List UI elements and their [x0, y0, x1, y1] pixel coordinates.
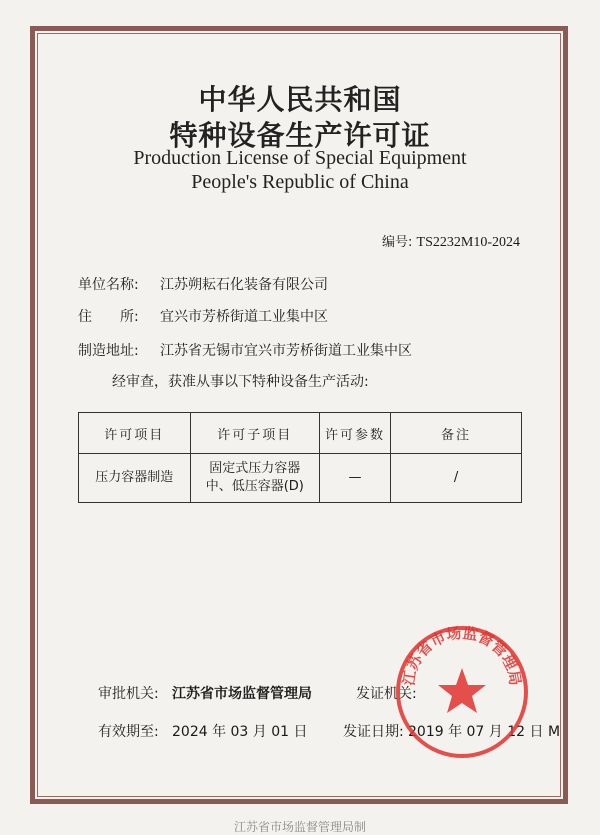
- title-cn-line1: 中华人民共和国: [198, 83, 402, 116]
- certificate-number-value: TS2232M10-2024: [416, 235, 520, 250]
- title-en-line2: People's Republic of China: [191, 171, 409, 193]
- address-label: 住 所:: [78, 309, 139, 325]
- cell-subitem-line2: 中、低压容器(D): [205, 479, 304, 494]
- header-remark: 备注: [391, 413, 522, 454]
- cell-permit-subitem: [190, 454, 319, 503]
- header-permit-item: 许可项目: [79, 413, 191, 454]
- manufacturing-address-field: [78, 340, 412, 360]
- issue-date-value: 2019 年 07 月 12 日 M: [408, 724, 561, 740]
- approver-value: 江苏省市场监督管理局: [172, 686, 312, 702]
- unit-name-field: [78, 274, 328, 294]
- cell-permit-item: 压力容器制造: [79, 454, 191, 503]
- official-seal-stamp: [392, 622, 532, 762]
- issue-date-label: 发证日期:: [343, 724, 404, 740]
- manufacturing-address-value: 江苏省无锡市宜兴市芳桥街道工业集中区: [160, 343, 412, 359]
- cell-permit-param: —: [319, 454, 390, 503]
- approval-intro: 经审查，获准从事以下特种设备生产活动:: [112, 374, 369, 390]
- header-permit-param: 许可参数: [319, 413, 390, 454]
- unit-name-label: 单位名称:: [78, 277, 139, 293]
- issuer-label: 发证机关:: [356, 686, 417, 702]
- permit-table-header-row: [79, 413, 522, 454]
- cell-remark: /: [391, 454, 522, 503]
- address-value: 宜兴市芳桥街道工业集中区: [160, 309, 328, 325]
- title-en-line1: Production License of Special Equipment: [133, 147, 467, 169]
- certificate-number: [382, 231, 520, 251]
- permit-table: [78, 412, 522, 503]
- table-row: [79, 454, 522, 503]
- cell-subitem-line1: 固定式压力容器: [209, 461, 301, 476]
- bottom-strip-text: 江苏省市场监督管理局制: [233, 820, 366, 834]
- unit-name-value: 江苏朔耘石化装备有限公司: [160, 277, 328, 293]
- address-field: [78, 306, 328, 326]
- seal-text: 江苏省市场监督管理局: [399, 623, 525, 687]
- valid-until-value: 2024 年 03 月 01 日: [172, 724, 308, 740]
- manufacturing-address-label: 制造地址:: [78, 343, 139, 359]
- seal-star-icon: [438, 668, 486, 713]
- valid-until-label: 有效期至:: [98, 724, 159, 740]
- certificate-number-label: 编号:: [382, 235, 413, 250]
- header-permit-subitem: 许可子项目: [190, 413, 319, 454]
- title-cn-line2: 特种设备生产许可证: [169, 119, 431, 152]
- approver-label: 审批机关:: [98, 686, 159, 702]
